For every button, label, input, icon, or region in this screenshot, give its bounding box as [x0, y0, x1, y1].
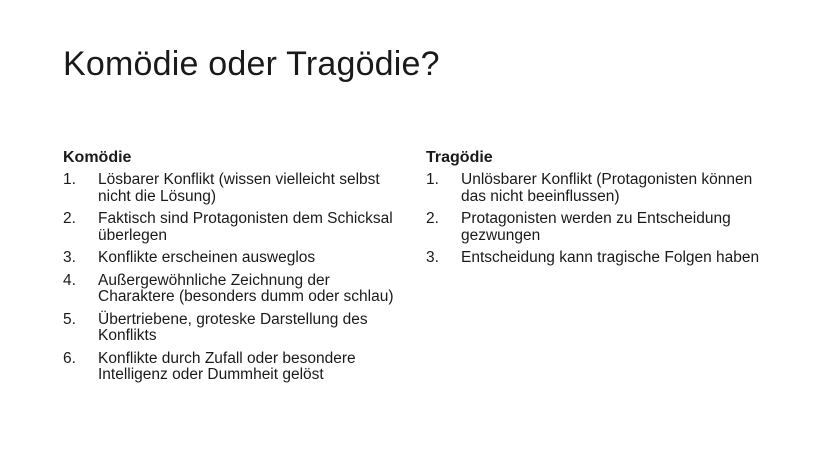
komoedie-list — [63, 172, 408, 384]
list-item — [63, 172, 408, 205]
komoedie-column — [63, 148, 408, 390]
item-number: 2. — [63, 210, 76, 227]
item-text: Entscheidung kann tragische Folgen haben — [461, 249, 760, 266]
list-item — [63, 211, 408, 244]
item-number: 3. — [426, 249, 439, 266]
item-text: Außergewöhnliche Zeichnung der Charaktere (besonders dumm oder schlau) — [98, 271, 394, 305]
item-text: Übertriebene, groteske Darstellung des Konflikts — [98, 310, 368, 344]
item-number: 6. — [63, 349, 76, 367]
item-number: 2. — [426, 210, 439, 227]
tragoedie-column — [426, 148, 766, 273]
item-text: Unlösbarer Konflikt (Protagonisten können das nicht beeinflussen) — [461, 171, 753, 205]
item-number: 5. — [63, 310, 76, 328]
item-text: Faktisch sind Protagonisten dem Schicksal überlegen — [98, 210, 393, 244]
list-item — [63, 273, 408, 306]
item-text: Konflikte erscheinen ausweglos — [98, 249, 316, 266]
list-item — [63, 351, 408, 384]
item-number: 1. — [63, 171, 76, 188]
list-item — [63, 250, 408, 267]
item-number: 4. — [63, 271, 76, 289]
tragoedie-list — [426, 172, 766, 267]
list-item — [426, 250, 766, 267]
tragoedie-heading: Tragödie — [426, 149, 493, 166]
list-item — [63, 312, 408, 345]
item-text: Konflikte durch Zufall oder besondere Intelligenz oder Dummheit gelöst — [98, 349, 356, 383]
item-text: Protagonisten werden zu Entscheidung gezwungen — [461, 210, 731, 244]
komoedie-heading: Komödie — [63, 149, 132, 166]
item-text: Lösbarer Konflikt (wissen vielleicht selbst nicht die Lösung) — [98, 171, 380, 205]
item-number: 1. — [426, 171, 439, 188]
slide-title: Komödie oder Tragödie? — [63, 45, 440, 83]
list-item — [426, 172, 766, 205]
list-item — [426, 211, 766, 244]
item-number: 3. — [63, 249, 76, 266]
